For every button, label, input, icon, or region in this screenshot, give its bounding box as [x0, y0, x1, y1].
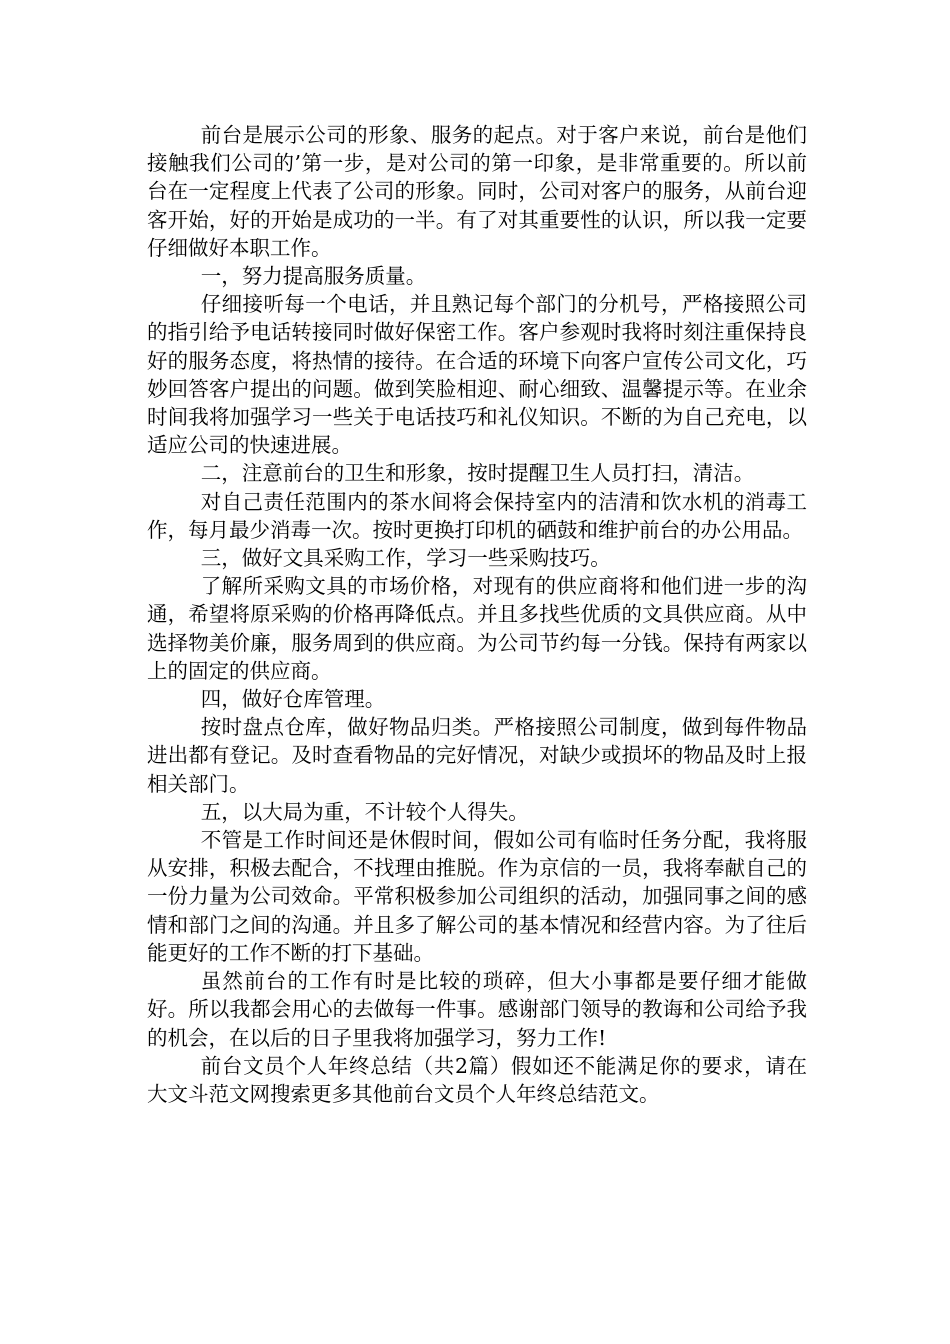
paragraph-service-quality: 仔细接听每一个电话，并且熟记每个部门的分机号，严格接照公司的指引给予电话转接同时做好保密工作。客户参观时我将时刻注重保持良好的服务态度，将热情的接待。在合适的环境下向客户宣传公司文化，巧妙回答客户提出的问题。做到笑脸相迎、耐心细致、温馨提示等。在业余时间我将加强学习一些关于电话技巧和礼仪知识。不断的为自己充电，以适应公司的快速进展。 — [147, 292, 807, 458]
paragraph-hygiene-image: 对自己责任范围内的茶水间将会保持室内的洁清和饮水机的消毒工作，每月最少消毒一次。按时更换打印机的硒鼓和维护前台的办公用品。 — [147, 489, 807, 542]
heading-warehouse-management: 四，做好仓库管理。 — [200, 687, 386, 712]
paragraph-footer-note: 前台文员个人年终总结（共2篇）假如还不能满足你的要求，请在大文斗范文网搜索更多其他前台文员个人年终总结范文。 — [147, 1053, 807, 1106]
paragraph-conclusion: 虽然前台的工作有时是比较的琐碎，但大小事都是要仔细才能做好。所以我都会用心的去做每一件事。感谢部门领导的教诲和公司给予我的机会，在以后的日子里我将加强学习，努力工作! — [147, 969, 807, 1050]
heading-stationery-purchasing: 三，做好文具采购工作，学习一些采购技巧。 — [200, 546, 611, 571]
paragraph-warehouse-management: 按时盘点仓库，做好物品归类。严格接照公司制度，做到每件物品进出都有登记。及时查看物品的完好情况，对缺少或损坏的物品及时上报相关部门。 — [147, 715, 807, 796]
heading-big-picture: 五，以大局为重，不计较个人得失。 — [200, 799, 529, 824]
paragraph-intro: 前台是展示公司的形象、服务的起点。对于客户来说，前台是他们接触我们公司的’第一步，是对公司的第一印象，是非常重要的。所以前台在一定程度上代表了公司的形象。同时，公司对客户的服务，从前台迎客开始，好的开始是成功的一半。有了对其重要性的认识，所以我一定要仔细做好本职工作。 — [147, 123, 807, 260]
paragraph-stationery-purchasing: 了解所采购文具的市场价格，对现有的供应商将和他们进一步的沟通，希望将原采购的价格再降低点。并且多找些优质的文具供应商。从中选择物美价廉，服务周到的供应商。为公司节约每一分钱。保持有两家以上的固定的供应商。 — [147, 574, 807, 683]
document-body — [147, 121, 807, 1108]
paragraph-big-picture: 不管是工作时间还是休假时间，假如公司有临时任务分配，我将服从安排，积极去配合，不找理由推脱。作为京信的一员，我将奉献自己的一份力量为公司效命。平常积极参加公司组织的活动，加强同事之间的感情和部门之间的沟通。并且多了解公司的基本情况和经营内容。为了往后能更好的工作不断的打下基础。 — [147, 828, 807, 965]
heading-hygiene-image: 二，注意前台的卫生和形象，按时提醒卫生人员打扫，清洁。 — [200, 461, 755, 486]
heading-service-quality: 一，努力提高服务质量。 — [200, 264, 427, 289]
